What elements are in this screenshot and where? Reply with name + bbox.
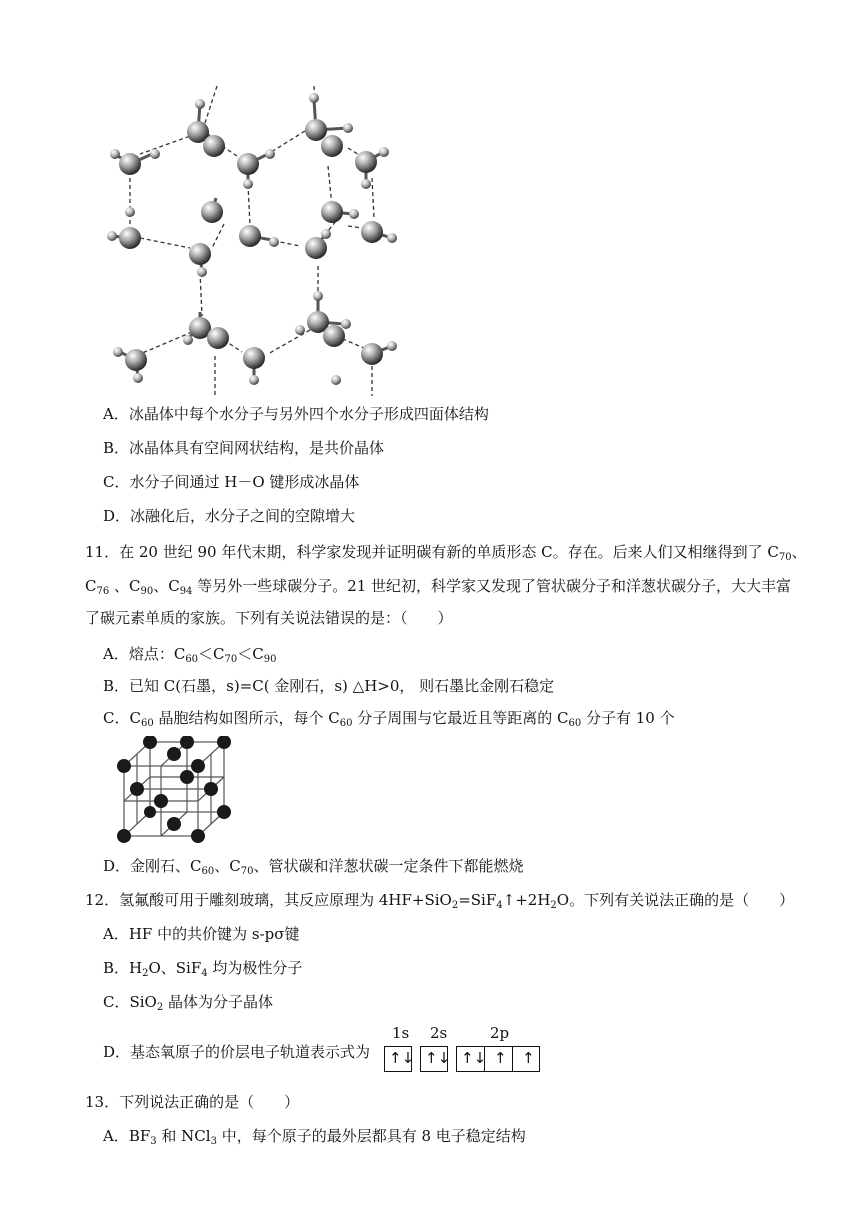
- q11-option-c: C．$C_{60}$ 晶胞结构如图所示，每个 $C_{60}$ 分子周围与它最近且等距离的 $C_{60}$ 分子有 10 个: [103, 709, 675, 729]
- q12-option-d: D．基态氧原子的价层电子轨道表示式为: [103, 1043, 371, 1061]
- orbital-label-2p: 2p: [490, 1024, 510, 1042]
- q10-option-a: A．冰晶体中每个水分子与另外四个水分子形成四面体结构: [103, 405, 489, 423]
- q12-stem: 12．氢氟酸可用于雕刻玻璃，其反应原理为 $4HF+SiO_2=SiF_4↑+2H_2O$。下列有关说法正确的是（ ）: [85, 891, 795, 911]
- electron-up-arrow-icon: ↑: [494, 1049, 507, 1067]
- q11-stem-line1: 11．在 20 世纪 90 年代末期，科学家发现并证明碳有新的单质形态 C。存在。后来人们又相继得到了 $C_{70}$、: [85, 543, 807, 563]
- q10-option-d: D．冰融化后，水分子之间的空隙增大: [103, 507, 356, 525]
- orbital-label-2s: 2s: [430, 1024, 448, 1042]
- electron-pair-arrow-icon: ↑↓: [389, 1049, 415, 1067]
- electron-pair-arrow-icon: ↑↓: [425, 1049, 451, 1067]
- q10-option-c: C．水分子间通过 H－O 键形成冰晶体: [103, 473, 360, 491]
- q11-stem-line3: 了碳元素单质的家族。下列有关说法错误的是：（ ）: [85, 609, 453, 627]
- q12-option-b: B．$H_2O$、SiF$_4$ 均为极性分子: [103, 959, 303, 979]
- ice-crystal-structure-figure: [100, 86, 420, 396]
- q13-option-a: A．$BF_3$ 和 NCl$_3$ 中，每个原子的最外层都具有 8 电子稳定结构: [103, 1127, 526, 1147]
- electron-pair-arrow-icon: ↑↓: [461, 1049, 487, 1067]
- q11-stem-line2: $C_{76}$ 、$C_{90}$、$C_{94}$ 等另外一些球碳分子。21 世纪初，科学家又发现了管状碳分子和洋葱状碳分子，大大丰富: [85, 577, 792, 597]
- electron-up-arrow-icon: ↑: [522, 1049, 535, 1067]
- c60-unit-cell-figure: [110, 736, 240, 846]
- orbital-box-1s: [384, 1046, 415, 1072]
- orbital-box-2s: [420, 1046, 451, 1072]
- q12-option-c: C．SiO$_2$ 晶体为分子晶体: [103, 993, 274, 1013]
- orbital-diagram: [380, 1024, 550, 1074]
- q11-option-b: B．已知 C(石墨，s)=C( 金刚石，s) △H>0， 则石墨比金刚石稳定: [103, 677, 555, 695]
- q10-option-b: B．冰晶体具有空间网状结构，是共价晶体: [103, 439, 385, 457]
- q11-option-a: A．熔点：$C_{60}<C_{70}<C_{90}$: [103, 645, 277, 665]
- q11-option-d: D．金刚石、$C_{60}$、$C_{70}$、管状碳和洋葱状碳一定条件下都能燃烧: [103, 857, 524, 877]
- q13-stem: 13．下列说法正确的是（ ）: [85, 1093, 300, 1111]
- orbital-label-1s: 1s: [392, 1024, 410, 1042]
- q12-option-a: A．HF 中的共价键为 s-pσ键: [103, 925, 300, 943]
- orbital-box-2p: [456, 1046, 540, 1072]
